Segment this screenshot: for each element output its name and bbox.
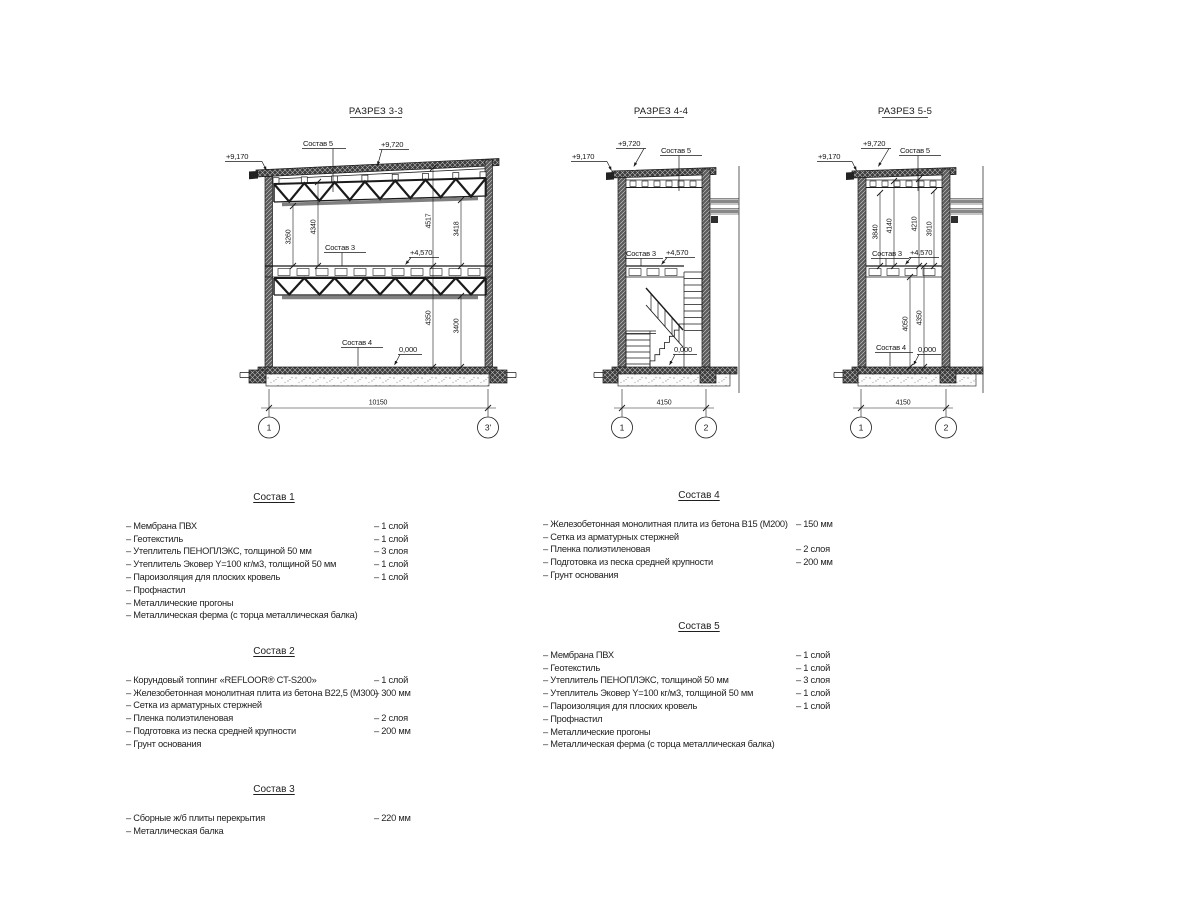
list-item: – Утеплитель ПЕНОПЛЭКС, толщиной 50 мм – 3 слоя	[126, 546, 408, 557]
callout-floor: Состав 4	[342, 338, 372, 347]
list-item: – Мембрана ПВХ – 1 слой	[126, 520, 409, 531]
elev-eave-label: +9,170	[226, 152, 249, 161]
axis-left: 1	[858, 422, 864, 433]
list-item: – Сборные ж/б плиты перекрытия – 220 мм	[126, 812, 411, 823]
section-3-3	[225, 106, 516, 438]
building-3-3	[240, 159, 516, 387]
list-item: – Сетка из арматурных стержней	[126, 700, 262, 711]
section-title: РАЗРЕЗ 3-3	[348, 106, 404, 117]
list-item: – Металлическая балка	[126, 825, 224, 836]
elev-zero-label: 0,000	[399, 345, 418, 354]
dim-upper-3: 4210	[911, 216, 919, 232]
dim-width: 10150	[368, 399, 388, 407]
section-5-5	[817, 106, 983, 438]
dim-lower-2: 3400	[453, 318, 461, 334]
elev-eave-label: +9,170	[572, 152, 595, 161]
building-4-4	[594, 166, 739, 393]
list-item: – Металлические прогоны	[126, 597, 234, 608]
composition-title: Состав 5	[678, 621, 720, 632]
width-dim-4-4	[612, 389, 717, 438]
elev-roof-label: +9,720	[618, 139, 641, 148]
elev-roof-label: +9,720	[381, 140, 404, 149]
ground-slab	[834, 367, 983, 386]
dim-upper-1: 3260	[285, 229, 293, 245]
elev-mid-label: +4,570	[410, 248, 433, 257]
dim-lower-1: 4050	[902, 316, 910, 332]
dim-upper-2: 4140	[886, 218, 894, 234]
callout-roof: Состав 5	[661, 146, 691, 155]
width-dim-5-5	[851, 389, 957, 438]
dim-lower-2: 4350	[916, 310, 924, 326]
list-item: – Геотекстиль – 1 слой	[126, 533, 409, 544]
callouts-4-4	[625, 146, 702, 266]
axis-left: 1	[619, 422, 625, 433]
list-item: – Профнастил	[543, 713, 603, 724]
list-item: – Профнастил	[126, 584, 186, 595]
list-item: – Утеплитель Эковер Y=100 кг/м3, толщиной 50 мм – 1 слой	[543, 688, 831, 699]
list-item: – Пароизоляция для плоских кровель – 1 слой	[126, 571, 409, 582]
composition-title: Состав 1	[253, 492, 295, 503]
list-item: – Пленка полиэтиленовая – 2 слоя	[126, 713, 408, 724]
section-4-4	[571, 106, 739, 438]
adjacent-structure	[710, 166, 739, 393]
section-title: РАЗРЕЗ 4-4	[633, 106, 689, 117]
list-item: – Металлические прогоны	[543, 726, 651, 737]
width-dim-3-3	[259, 389, 499, 438]
list-item: – Подготовка из песка средней крупности – 200 мм	[126, 725, 411, 736]
callout-mid: Состав 3	[626, 249, 656, 258]
composition-block-4	[543, 490, 855, 582]
list-item: – Железобетонная монолитная плита из бетона В15 (М200) – 150 мм	[543, 518, 833, 529]
axis-left: 1	[266, 422, 272, 433]
composition-title: Состав 3	[253, 784, 295, 795]
section-title: РАЗРЕЗ 5-5	[877, 106, 933, 117]
list-item: – Железобетонная монолитная плита из бетона В22,5 (М300) – 300 мм	[126, 687, 411, 698]
callout-roof: Состав 5	[900, 146, 930, 155]
list-item: – Грунт основания	[543, 569, 619, 580]
elev-zero-label: 0,000	[674, 345, 693, 354]
dim-width: 4150	[895, 399, 911, 407]
list-item: – Геотекстиль – 1 слой	[543, 662, 831, 673]
list-item: – Подготовка из песка средней крупности – 200 мм	[543, 557, 833, 568]
mid-floor	[265, 266, 493, 277]
dim-upper-2: 4340	[310, 219, 318, 235]
dim-lower-1: 4350	[425, 310, 433, 326]
dim-upper-1: 3840	[872, 224, 880, 240]
dim-upper-4: 3418	[453, 221, 461, 237]
dim-upper-4: 3910	[926, 221, 934, 237]
callout-floor: Состав 4	[876, 343, 906, 352]
elev-mid-label: +4,570	[910, 248, 933, 257]
list-item: – Корундовый топпинг «REFLOOR® CT-S200» – 1 слой	[126, 674, 409, 685]
elev-eave-label: +9,170	[818, 152, 841, 161]
list-item: – Пароизоляция для плоских кровель – 1 слой	[543, 700, 831, 711]
callout-roof: Состав 5	[303, 139, 333, 148]
axis-right: 2	[703, 422, 709, 433]
ground-slab	[240, 367, 516, 386]
dim-upper-3: 4517	[425, 213, 433, 229]
axis-right: 2	[943, 422, 949, 433]
dim-width: 4150	[656, 399, 672, 407]
list-item: – Металлическая ферма (с торца металлическая балка)	[126, 610, 358, 621]
composition-title: Состав 2	[253, 646, 295, 657]
composition-title: Состав 4	[678, 490, 720, 501]
dims-3-3	[286, 165, 465, 370]
list-item: – Грунт основания	[126, 738, 202, 749]
callout-mid: Состав 3	[325, 243, 355, 252]
list-item: – Мембрана ПВХ – 1 слой	[543, 649, 831, 660]
callout-mid: Состав 3	[872, 249, 902, 258]
elev-roof-label: +9,720	[863, 139, 886, 148]
composition-block-3	[126, 784, 422, 837]
axis-right: 3'	[484, 422, 492, 433]
building-5-5	[834, 166, 983, 393]
list-item: – Пленка полиэтиленовая – 2 слоя	[543, 544, 830, 555]
elev-mid-label: +4,570	[666, 248, 689, 257]
list-item: – Утеплитель Эковер Y=100 кг/м3, толщиной 50 мм – 1 слой	[126, 559, 409, 570]
adjacent-structure	[950, 166, 983, 393]
list-item: – Утеплитель ПЕНОПЛЭКС, толщиной 50 мм – 3 слоя	[543, 675, 830, 686]
floor-truss	[274, 278, 486, 298]
elev-zero-label: 0,000	[918, 345, 937, 354]
composition-block-5	[543, 621, 855, 751]
composition-block-1	[126, 492, 422, 622]
ground-slab	[594, 367, 737, 386]
list-item: – Металлическая ферма (с торца металлическая балка)	[543, 739, 775, 750]
list-item: – Сетка из арматурных стержней	[543, 531, 679, 542]
composition-block-2	[126, 646, 422, 751]
